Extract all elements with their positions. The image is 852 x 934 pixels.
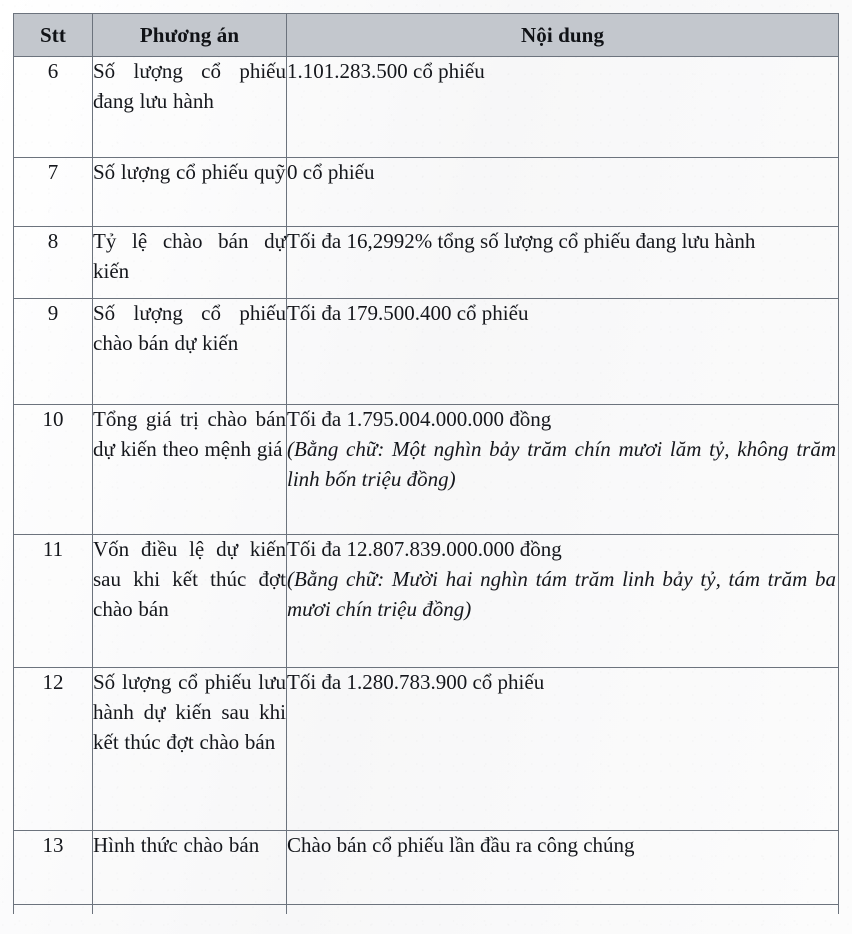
cell-option: Tỷ lệ chào bán dự kiến [93,227,287,299]
table-row [14,158,839,227]
cell-stt: 10 [14,405,93,535]
table-row [14,535,839,668]
content-line-italic: (Bằng chữ: Một nghìn bảy trăm chín mươi lăm tỷ, không trăm linh bốn triệu đồng) [287,436,836,491]
cell-option [93,905,287,915]
table-row [14,57,839,158]
cell-option: Số lượng cổ phiếu chào bán dự kiến [93,299,287,405]
content-line-italic: (Bằng chữ: Mười hai nghìn tám trăm linh bảy tỷ, tám trăm ba mươi chín triệu đồng) [287,566,836,621]
cell-content [287,299,839,405]
cell-option: Tổng giá trị chào bán dự kiến theo mệnh giá [93,405,287,535]
cell-option: Số lượng cổ phiếu lưu hành dự kiến sau khi kết thúc đợt chào bán [93,668,287,831]
cell-content [287,405,839,535]
content-line: 0 cổ phiếu [287,160,375,184]
cell-option: Số lượng cổ phiếu quỹ [93,158,287,227]
table-header [14,14,839,57]
cell-stt: 11 [14,535,93,668]
table-row [14,227,839,299]
cell-stt: 9 [14,299,93,405]
table-row [14,299,839,405]
table-row [14,831,839,905]
cell-stt: 7 [14,158,93,227]
cell-content [287,535,839,668]
content-line: 1.101.283.500 cổ phiếu [287,59,485,83]
cell-content [287,668,839,831]
header-row [14,14,839,57]
table-body [14,57,839,915]
cell-stt: 6 [14,57,93,158]
cell-content [287,57,839,158]
cell-option: Hình thức chào bán [93,831,287,905]
cell-content [287,158,839,227]
cell-content [287,831,839,905]
cell-option: Số lượng cổ phiếu đang lưu hành [93,57,287,158]
table-container [13,13,838,914]
cell-stt: 8 [14,227,93,299]
content-line: Tối đa 179.500.400 cổ phiếu [287,301,529,325]
cell-option: Vốn điều lệ dự kiến sau khi kết thúc đợt chào bán [93,535,287,668]
column-header-option: Phương án [93,14,287,57]
column-header-stt: Stt [14,14,93,57]
table-row-truncated [14,905,839,915]
table-row [14,668,839,831]
table-row [14,405,839,535]
content-line: Tối đa 16,2992% tổng số lượng cổ phiếu đang lưu hành [287,229,756,253]
cell-stt: 12 [14,668,93,831]
column-header-content: Nội dung [287,14,839,57]
content-line: Tối đa 1.795.004.000.000 đồng [287,407,552,431]
offering-plan-table [13,13,839,914]
cell-stt: 13 [14,831,93,905]
cell-content [287,227,839,299]
cell-stt [14,905,93,915]
content-line: Tối đa 1.280.783.900 cổ phiếu [287,670,545,694]
content-line: Chào bán cổ phiếu lần đầu ra công chúng [287,833,635,857]
cell-content [287,905,839,915]
content-line: Tối đa 12.807.839.000.000 đồng [287,537,562,561]
